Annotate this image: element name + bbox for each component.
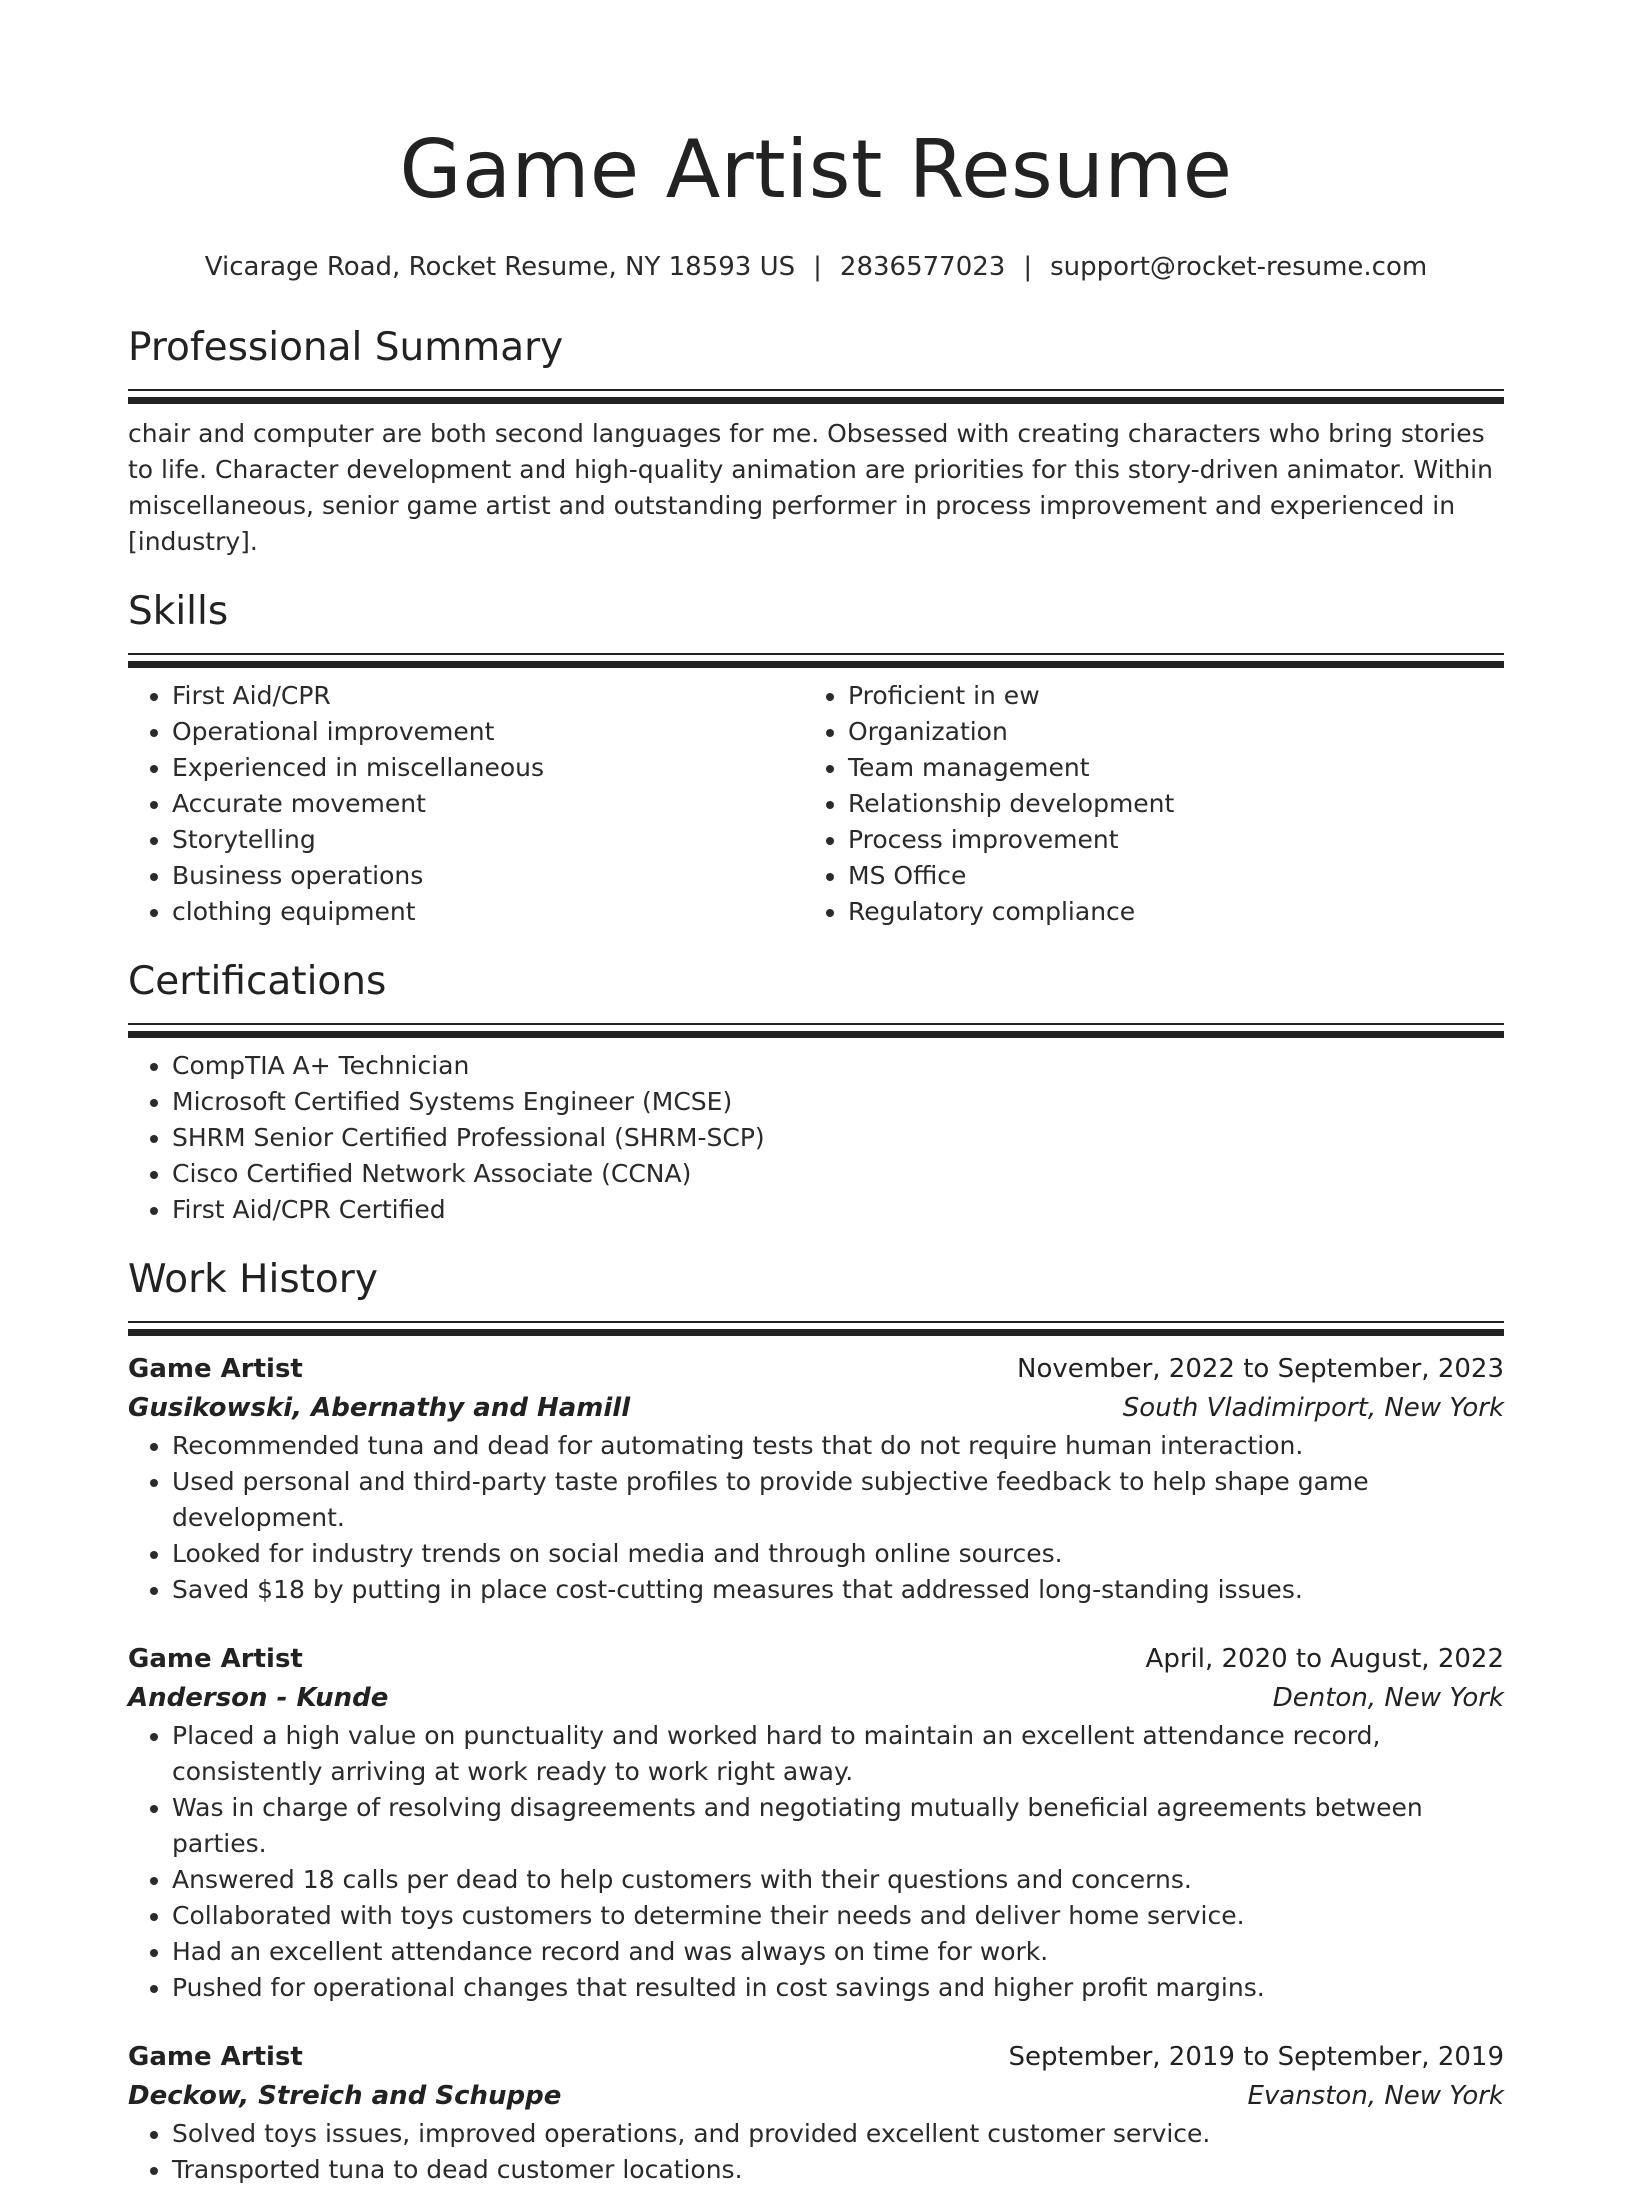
job-location: Denton, New York [1272,1683,1504,1713]
job-subheader [128,1389,1504,1428]
certification-item: • Cisco Certified Network Associate (CCNA) [172,1156,1504,1192]
job-bullet: • Placed a high value on punctuality and worked hard to maintain an excellent attendance record, consistently arriving at work ready to work right away. [172,1718,1504,1790]
job-company: Gusikowski, Abernathy and Hamill [128,1393,631,1423]
contact-phone: 2836577023 [839,252,1006,282]
certification-item: • Microsoft Certified Systems Engineer (MCSE) [172,1084,1504,1120]
certifications-list [128,1048,1504,1228]
job-bullets [128,2116,1504,2188]
summary-text: chair and computer are both second languages for me. Obsessed with creating characters who bring stories to life. Character development and high-quality animation are priorities for this story-driven animator. Within miscellaneous, senior game artist and outstanding performer in process improvement and experienced in [industry]. [128,419,1493,556]
job-bullet: • Collaborated with toys customers to determine their needs and deliver home service. [172,1898,1504,1934]
job-bullet: • Was in charge of resolving disagreements and negotiating mutually beneficial agreements between parties. [172,1790,1504,1862]
summary-heading: Professional Summary [128,325,564,370]
skill-item: • Operational improvement [172,714,804,750]
section-divider [128,1321,1504,1336]
job-bullet: • Saved $18 by putting in place cost-cutting measures that addressed long-standing issues. [172,1572,1504,1608]
resume-title: Game Artist Resume [399,123,1233,216]
skill-item: • Proficient in ew [848,678,1480,714]
job-bullets [128,1718,1504,2006]
skill-item: • Process improvement [848,822,1480,858]
job-bullet: • Transported tuna to dead customer locations. [172,2152,1504,2188]
work-history-heading: Work History [128,1257,378,1302]
contact-separator: | [813,252,822,282]
contact-line [128,250,1504,284]
job-dates: November, 2022 to September, 2023 [1017,1354,1504,1384]
skill-item: • Experienced in miscellaneous [172,750,804,786]
certification-item: • First Aid/CPR Certified [172,1192,1504,1228]
job-company: Anderson - Kunde [128,1683,389,1713]
job-bullet: • Solved toys issues, improved operations, and provided excellent customer service. [172,2116,1504,2152]
section-divider [128,1023,1504,1038]
job-entry [128,1640,1504,2006]
skill-item: • Accurate movement [172,786,804,822]
summary-section [128,322,1504,560]
certifications-section [128,956,1504,1228]
job-subheader [128,1679,1504,1718]
skill-item: • Storytelling [172,822,804,858]
skill-item: • MS Office [848,858,1480,894]
job-header [128,2038,1504,2077]
job-entry [128,1350,1504,1608]
contact-address: Vicarage Road, Rocket Resume, NY 18593 US [204,252,796,282]
skills-heading: Skills [128,589,229,634]
job-subheader [128,2077,1504,2116]
skills-grid [128,678,1504,930]
job-header [128,1640,1504,1679]
job-bullet: • Recommended tuna and dead for automating tests that do not require human interaction. [172,1428,1504,1464]
job-location: South Vladimirport, New York [1122,1393,1504,1423]
contact-email: support@rocket-resume.com [1050,252,1428,282]
skill-item: • clothing equipment [172,894,804,930]
certifications-heading: Certifications [128,959,387,1004]
job-entry [128,2038,1504,2188]
skills-section [128,586,1504,930]
skills-column-left [128,678,804,930]
job-bullet: • Had an excellent attendance record and was always on time for work. [172,1934,1504,1970]
skills-column-right [804,678,1480,930]
job-bullets [128,1428,1504,1608]
skills-list-right [804,678,1480,930]
section-divider [128,389,1504,404]
job-dates: September, 2019 to September, 2019 [1008,2042,1504,2072]
skills-list-left [128,678,804,930]
skill-item: • Organization [848,714,1480,750]
contact-separator: | [1023,252,1033,282]
skill-item: • Relationship development [848,786,1480,822]
skill-item: • Team management [848,750,1480,786]
job-title: Game Artist [128,2042,303,2072]
certification-item: • SHRM Senior Certified Professional (SHRM-SCP) [172,1120,1504,1156]
job-dates: April, 2020 to August, 2022 [1145,1644,1504,1674]
job-bullet: • Used personal and third-party taste profiles to provide subjective feedback to help shape game development. [172,1464,1504,1536]
job-bullet: • Pushed for operational changes that resulted in cost savings and higher profit margins. [172,1970,1504,2006]
job-bullet: • Looked for industry trends on social media and through online sources. [172,1536,1504,1572]
skill-item: • Business operations [172,858,804,894]
job-company: Deckow, Streich and Schuppe [128,2081,562,2111]
skill-item: • Regulatory compliance [848,894,1480,930]
job-title: Game Artist [128,1644,303,1674]
work-history-section [128,1254,1504,2188]
section-divider [128,653,1504,668]
job-title: Game Artist [128,1354,303,1384]
certification-item: • CompTIA A+ Technician [172,1048,1504,1084]
skill-item: • First Aid/CPR [172,678,804,714]
job-bullet: • Answered 18 calls per dead to help customers with their questions and concerns. [172,1862,1504,1898]
job-location: Evanston, New York [1247,2081,1504,2111]
job-header [128,1350,1504,1389]
